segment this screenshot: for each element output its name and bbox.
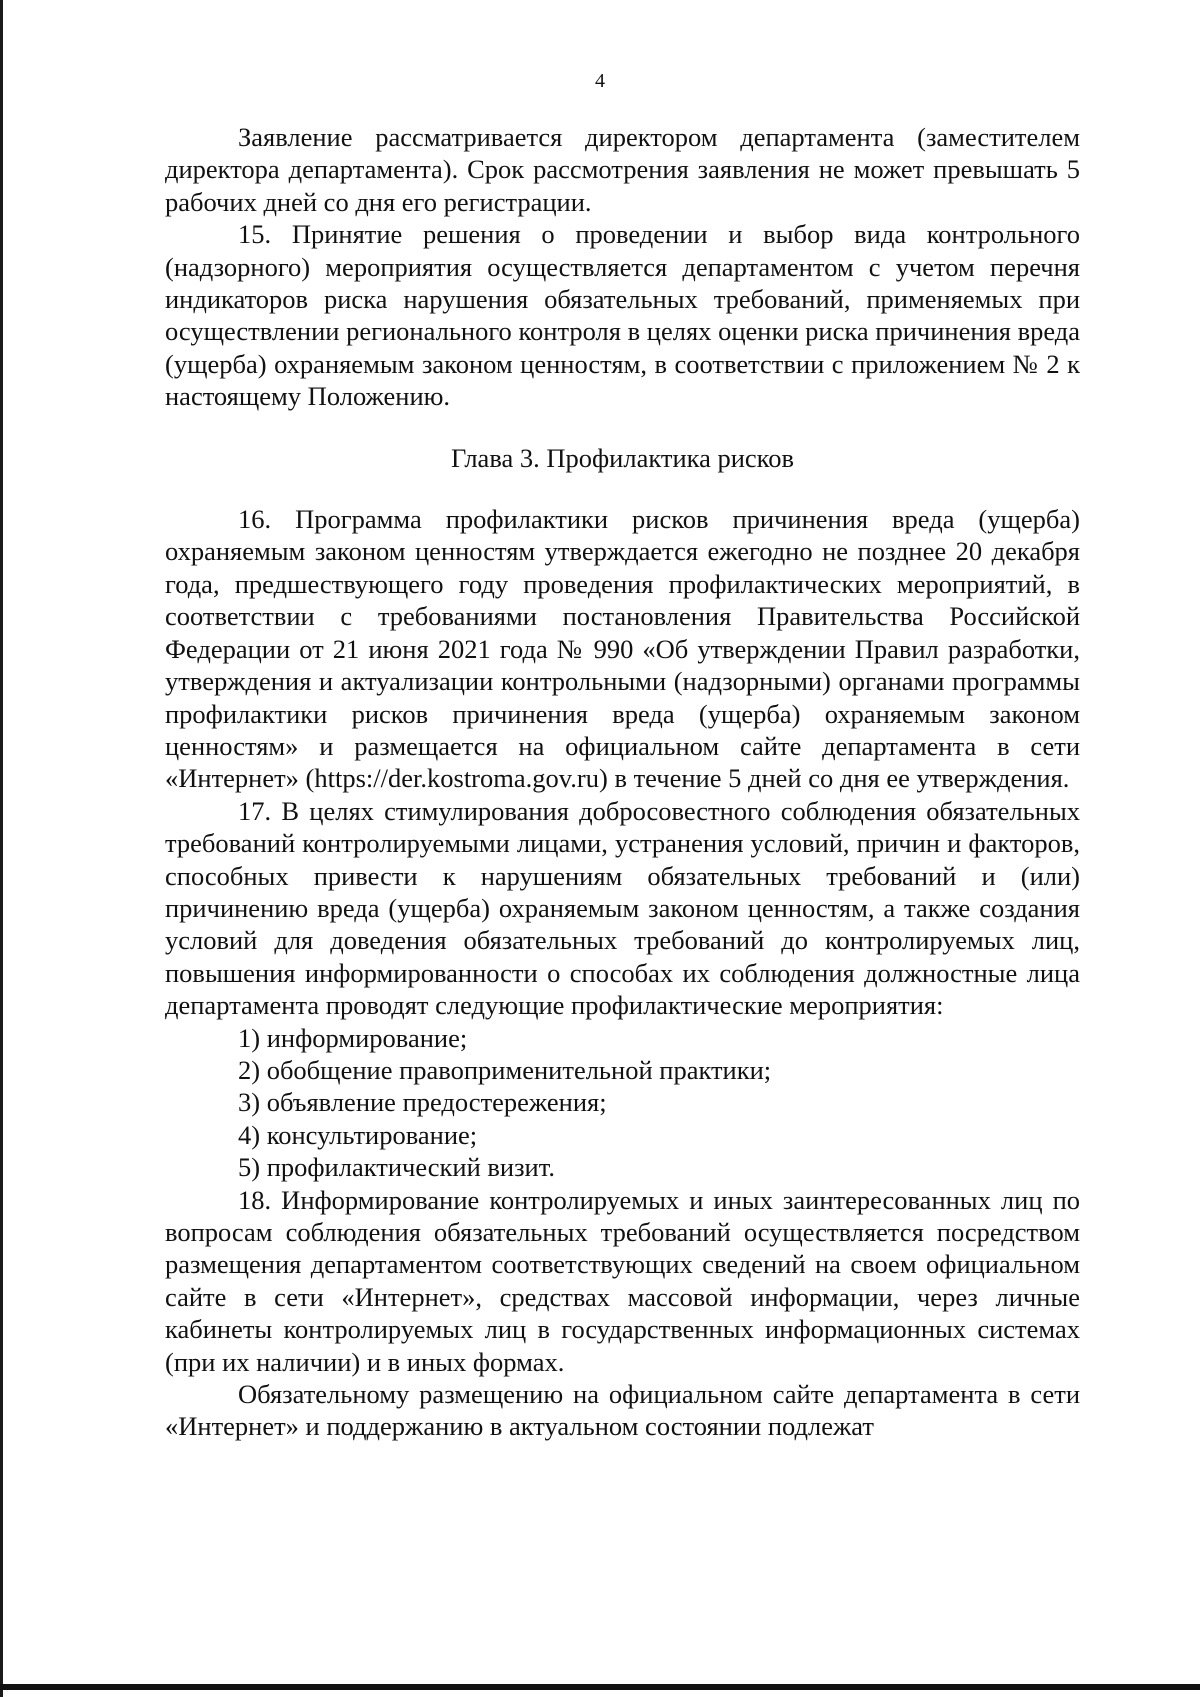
paragraph-17: 17. В целях стимулирования добросовестного соблюдения обязательных требований контролируемыми лицами, устранения условий, причин и факторов, способных привести к нарушениям обязательных требований и (или) причинению вреда (ущерба) охраняемым законом ценностям, а также создания условий для доведения обязательных требований до контролируемых лиц, повышения информированности о способах их соблюдения должностные лица департамента проводят следующие профилактические мероприятия: — [165, 795, 1080, 1021]
page-number: 4 — [595, 70, 605, 92]
paragraph-15: 15. Принятие решения о проведении и выбор вида контрольного (надзорного) мероприятия осуществляется департаментом с учетом перечня индикаторов риска нарушения обязательных требований, применяемых при осуществлении регионального контроля в целях оценки риска причинения вреда (ущерба) охраняемым законом ценностям, в соответствии с приложением № 2 к настоящему Положению. — [165, 219, 1080, 412]
measures-list — [165, 1022, 1080, 1184]
list-item: 4) консультирование; — [238, 1119, 478, 1150]
paragraph-18: 18. Информирование контролируемых и иных заинтересованных лиц по вопросам соблюдения обязательных требований осуществляется посредством размещения департаментом соответствующих сведений на своем официальном сайте в сети «Интернет», средствах массовой информации, через личные кабинеты контролируемых лиц в государственных информационных системах (при их наличии) и в иных формах. — [165, 1184, 1080, 1377]
paragraph-mandatory-posting: Обязательному размещению на официальном сайте департамента в сети «Интернет» и поддержанию в актуальном состоянии подлежат — [165, 1379, 1080, 1442]
paragraph-16: 16. Программа профилактики рисков причинения вреда (ущерба) охраняемым законом ценностям утверждается ежегодно не позднее 20 декабря года, предшествующего году проведения профилактических мероприятий, в соответствии с требованиями постановления Правительства Российской Федерации от 21 июня 2021 года № 990 «Об утверждении Правил разработки, утверждения и актуализации контрольными (надзорными) органами программы профилактики рисков причинения вреда (ущерба) охраняемым законом ценностям» и размещается на официальном сайте департамента в сети «Интернет» (https://der.kostroma.gov.ru) в течение 5 дней со дня ее утверждения. — [165, 504, 1080, 794]
paragraph-application-review: Заявление рассматривается директором департамента (заместителем директора департамента). Срок рассмотрения заявления не может превышать 5 рабочих дней со дня его регистрации. — [165, 122, 1080, 217]
list-item: 1) информирование; — [238, 1022, 468, 1053]
list-item: 3) объявление предостережения; — [238, 1087, 607, 1118]
document-body — [165, 121, 1080, 1443]
list-item: 2) обобщение правоприменительной практики; — [238, 1054, 772, 1085]
chapter-3-heading: Глава 3. Профилактика рисков — [451, 442, 794, 473]
scan-edge-bottom — [0, 1684, 1200, 1690]
list-item: 5) профилактический визит. — [238, 1152, 555, 1183]
scan-edge-left — [0, 0, 3, 1697]
